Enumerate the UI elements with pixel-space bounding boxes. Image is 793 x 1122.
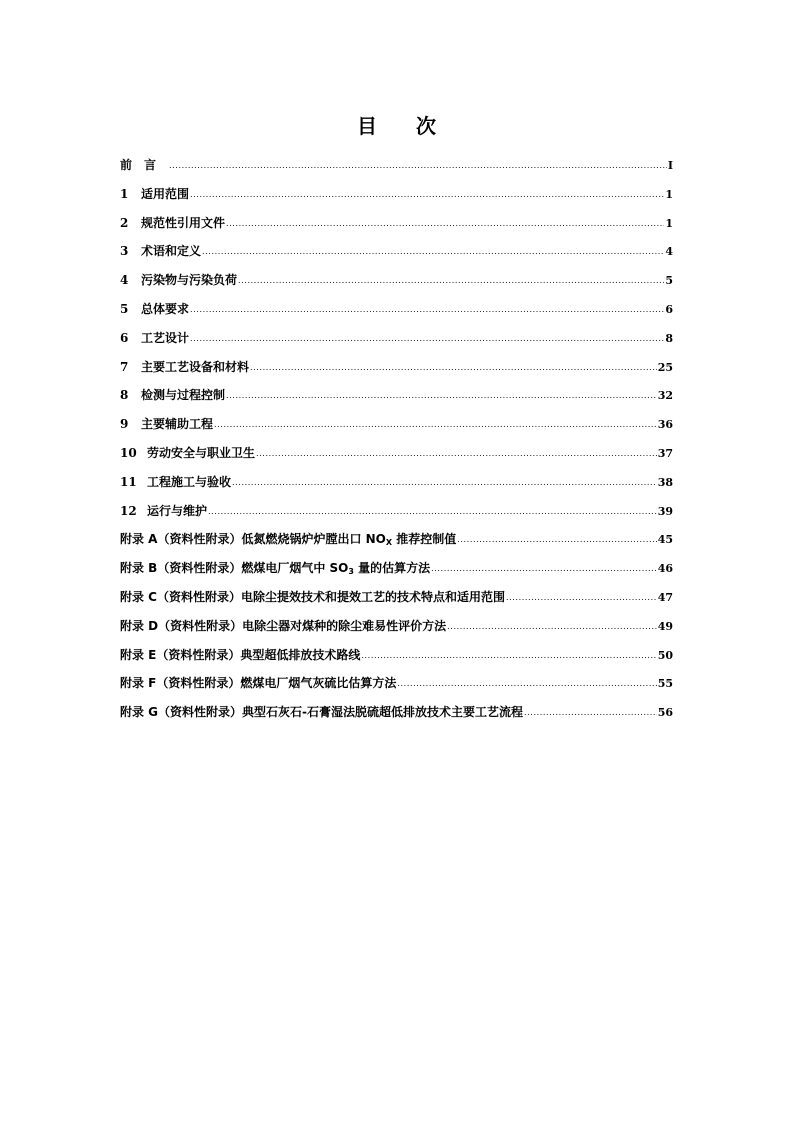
toc-entry-9[interactable] (120, 412, 673, 441)
toc-entry-label: 主要辅助工程 (141, 417, 214, 432)
toc-entry-label: 污染物与污染负荷 (141, 273, 238, 288)
toc-entry-number: 11 (120, 474, 137, 489)
toc-entry-page: 46 (657, 562, 673, 576)
toc-title: 目 次 (357, 114, 452, 138)
toc-entry-appendix-d[interactable] (120, 614, 673, 643)
toc-entry-number: 9 (120, 417, 129, 432)
toc-entry-label: 附录 E（资料性附录）典型超低排放技术路线 (120, 647, 361, 662)
toc-entry-label-prefix: 附录 A（资料性附录）低氮燃烧锅炉炉膛出口 NO (120, 532, 386, 547)
toc-entry-page: 8 (665, 331, 673, 345)
toc-entry-label: 工艺设计 (141, 330, 190, 345)
toc-entry-label (120, 527, 456, 555)
toc-entry-page: 38 (657, 475, 673, 489)
toc-leader-dots (397, 672, 656, 696)
toc-entry-label: 检测与过程控制 (141, 388, 226, 403)
toc-entry-label-subscript: X (385, 538, 393, 548)
toc-entry-page: 55 (657, 677, 673, 691)
toc-leader-dots (190, 183, 664, 207)
toc-entry-page: 39 (657, 504, 673, 518)
toc-leader-dots (250, 356, 657, 380)
toc-entry-label-suffix: 推荐控制值 (392, 532, 457, 547)
toc-entry-page: 25 (657, 360, 673, 374)
toc-entry-3[interactable] (120, 239, 673, 268)
toc-entry-page: 45 (657, 533, 673, 547)
toc-entry-label: 附录 D（资料性附录）电除尘器对煤种的除尘难易性评价方法 (120, 618, 447, 633)
toc-entry-12[interactable] (120, 499, 673, 528)
toc-entry-7[interactable] (120, 355, 673, 384)
toc-entry-label: 工程施工与验收 (147, 474, 232, 489)
toc-leader-dots (190, 327, 664, 351)
toc-entry-5[interactable] (120, 297, 673, 326)
toc-entry-page: I (667, 159, 673, 172)
toc-entry-appendix-g[interactable] (120, 700, 673, 729)
toc-entry-number: 2 (120, 215, 129, 230)
toc-entry-appendix-b[interactable] (120, 556, 673, 585)
toc-entry-number: 12 (120, 503, 137, 518)
toc-entry-page: 37 (657, 446, 673, 460)
toc-entry-6[interactable] (120, 326, 673, 355)
toc-entry-page: 32 (657, 389, 673, 403)
toc-entry-page: 36 (657, 418, 673, 432)
toc-entry-number: 3 (120, 244, 129, 259)
toc-entry-page: 4 (665, 245, 673, 259)
toc-entry-label-suffix: 量的估算方法 (353, 561, 431, 576)
toc-entry-label: 运行与维护 (147, 503, 208, 518)
toc-leader-dots (361, 644, 656, 668)
toc-entry-page: 47 (657, 590, 673, 604)
toc-entry-page: 5 (665, 274, 673, 288)
toc-entry-appendix-f[interactable] (120, 671, 673, 700)
toc-entry-label-prefix: 附录 B（资料性附录）燃煤电厂烟气中 SO (120, 561, 349, 576)
toc-entry-label: 附录 F（资料性附录）燃煤电厂烟气灰硫比估算方法 (120, 676, 397, 691)
toc-entry-11[interactable] (120, 470, 673, 499)
toc-entry-4[interactable] (120, 268, 673, 297)
toc-leader-dots (506, 586, 657, 610)
toc-entry-8[interactable] (120, 383, 673, 412)
toc-entry-label: 前言 (120, 158, 169, 172)
toc-leader-dots (524, 701, 657, 725)
toc-leader-dots (238, 269, 664, 293)
toc-entry-page: 1 (665, 216, 673, 230)
toc-entry-number: 8 (120, 388, 129, 403)
toc-entry-label (120, 556, 430, 584)
toc-entry-label: 附录 C（资料性附录）电除尘提效技术和提效工艺的技术特点和适用范围 (120, 589, 505, 604)
toc-entry-appendix-c[interactable] (120, 585, 673, 614)
toc-entry-label: 附录 G（资料性附录）典型石灰石-石膏湿法脱硫超低排放技术主要工艺流程 (120, 705, 524, 720)
toc-entry-page: 6 (665, 302, 673, 316)
toc-entry-appendix-a[interactable] (120, 527, 673, 556)
toc-leader-dots (190, 298, 664, 322)
toc-leader-dots (226, 212, 664, 236)
toc-leader-dots (208, 500, 657, 524)
toc-entry-appendix-e[interactable] (120, 643, 673, 672)
toc-leader-dots (214, 413, 657, 437)
toc-leader-dots (232, 471, 657, 495)
toc-entry-label: 规范性引用文件 (141, 215, 226, 230)
toc-entry-label: 适用范围 (141, 186, 190, 201)
toc-leader-dots (202, 240, 664, 264)
toc-leader-dots (447, 615, 657, 639)
toc-entry-number: 6 (120, 330, 129, 345)
toc-entry-number: 10 (120, 445, 137, 460)
toc-entry-10[interactable] (120, 441, 673, 470)
toc-entry-label: 总体要求 (141, 301, 190, 316)
toc-entry-label-subscript: 3 (348, 567, 354, 577)
toc-entry-page: 56 (657, 706, 673, 720)
toc-entry-page: 1 (665, 187, 673, 201)
toc-entry-number: 7 (120, 359, 129, 374)
toc-leader-dots (169, 154, 667, 178)
toc-leader-dots (431, 557, 657, 581)
toc-leader-dots (256, 442, 657, 466)
toc-entry-2[interactable] (120, 211, 673, 240)
toc-entry-page: 50 (657, 648, 673, 662)
toc-entry-preface[interactable] (120, 153, 673, 182)
toc-entry-number: 5 (120, 301, 129, 316)
toc-entry-number: 4 (120, 273, 129, 288)
toc-list (120, 153, 673, 729)
toc-entry-number: 1 (120, 186, 129, 201)
toc-entry-page: 49 (657, 619, 673, 633)
toc-entry-label: 主要工艺设备和材料 (141, 359, 250, 374)
toc-entry-1[interactable] (120, 182, 673, 211)
toc-leader-dots (457, 528, 656, 552)
toc-entry-label: 劳动安全与职业卫生 (147, 445, 256, 460)
toc-leader-dots (226, 384, 657, 408)
toc-entry-label: 术语和定义 (141, 244, 202, 259)
